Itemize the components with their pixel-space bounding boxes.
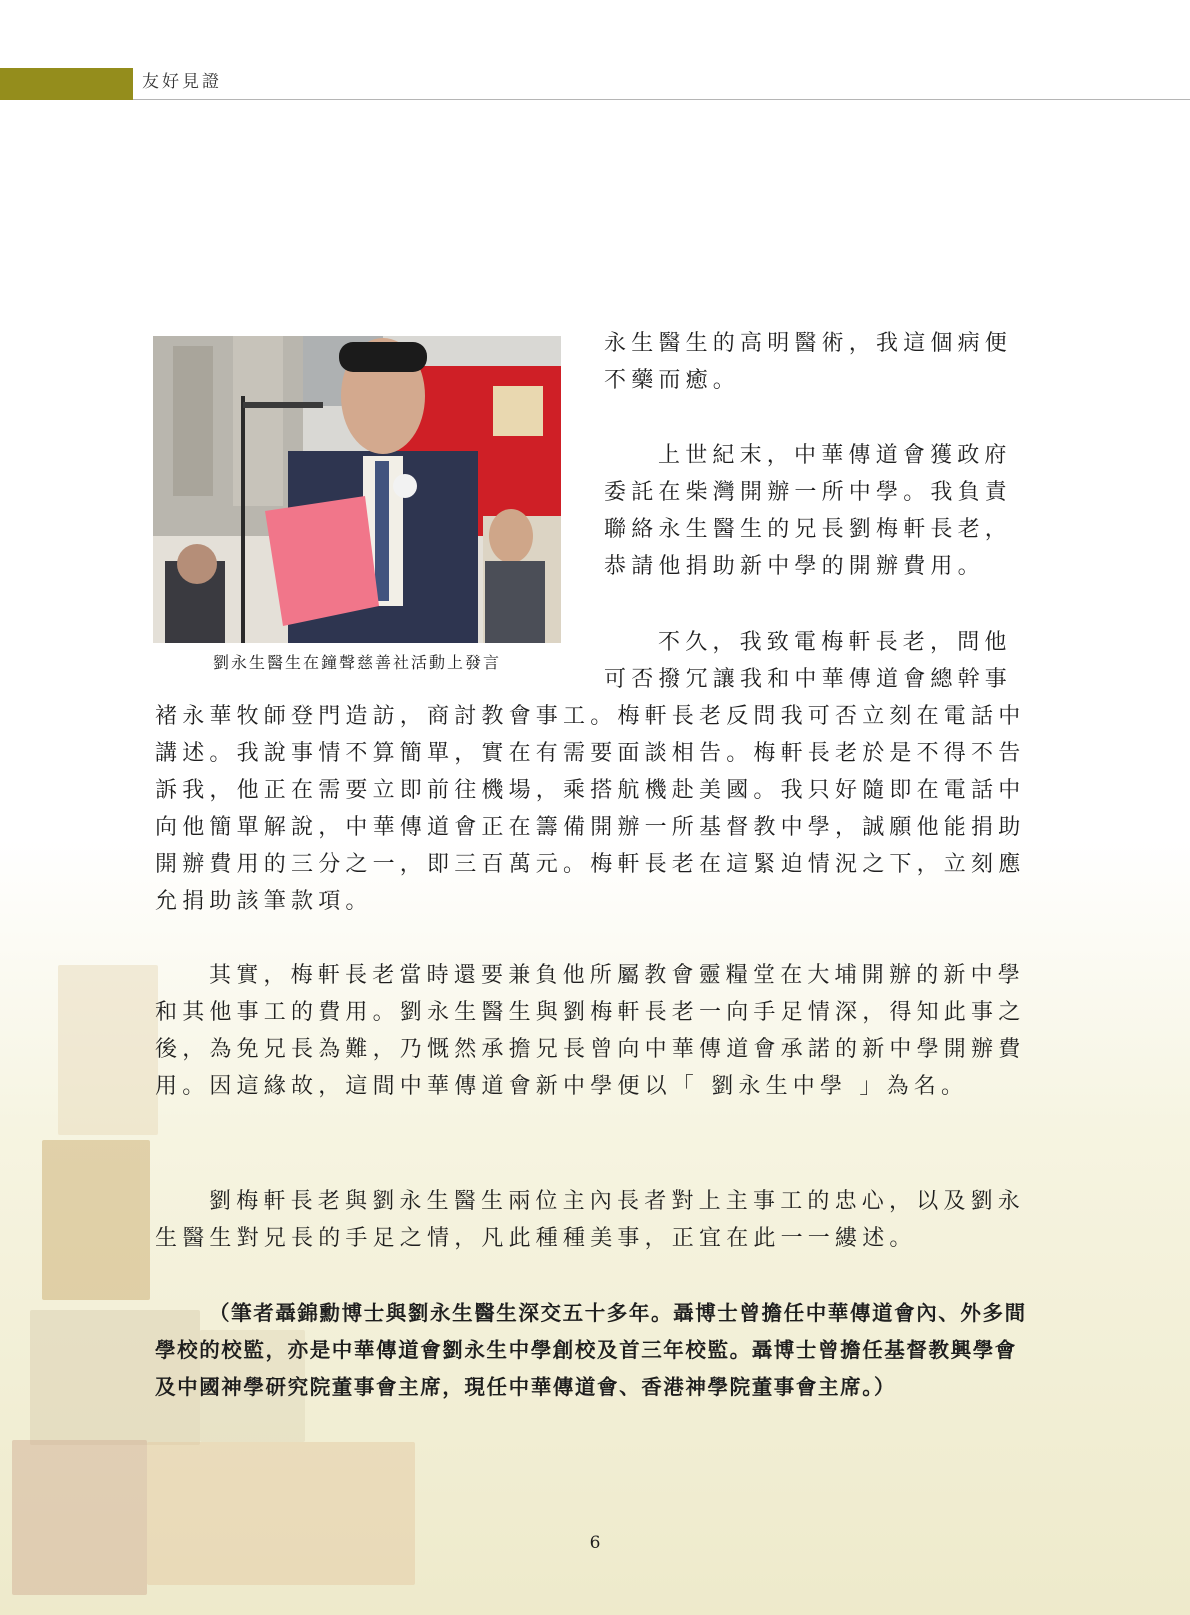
paragraph-4: 其實，梅軒長老當時還要兼負他所屬教會靈糧堂在大埔開辦的新中學和其他事工的費用。劉永生醫生與劉梅軒長老一向手足情深，得知此事之後，為免兄長為難，乃慨然承擔兄長曾向中華傳道會承諾的新中學開辦費用。因這緣故，這間中華傳道會新中學便以「 劉永生中學 」為名。 xyxy=(155,963,1026,1099)
section-title: 友好見證 xyxy=(142,72,222,92)
paragraph-5: 劉梅軒長老與劉永生醫生兩位主內長者對上主事工的忠心，以及劉永生醫生對兄長的手足之情，凡此種種美事，正宜在此一一縷述。 xyxy=(155,1189,1026,1251)
collage-photo-1 xyxy=(58,965,158,1135)
collage-photo-5 xyxy=(12,1440,147,1595)
speaker-photo xyxy=(153,336,561,643)
collage-photo-2 xyxy=(42,1140,150,1300)
collage-photo-6 xyxy=(147,1442,415,1585)
page-number: 6 xyxy=(589,1533,601,1553)
header-accent-bar xyxy=(0,68,133,100)
paragraph-3-continued: 褚永華牧師登門造訪，商討教會事工。梅軒長老反問我可否立刻在電話中講述。我說事情不算簡單，實在有需要面談相告。梅軒長老於是不得不告訴我，他正在需要立即前往機場，乘搭航機赴美國。我只好隨即在電話中向他簡單解說，中華傳道會正在籌備開辦一所基督教中學，誠願他能捐助開辦費用的三分之一，即三百萬元。梅軒長老在這緊迫情況之下，立刻應允捐助該筆款項。 xyxy=(155,704,1026,914)
paragraph-2: 上世紀末，中華傳道會獲政府委託在柴灣開辦一所中學。我負責聯絡永生醫生的兄長劉梅軒長老，恭請他捐助新中學的開辦費用。 xyxy=(604,443,1013,579)
author-note: （筆者聶錦勳博士與劉永生醫生深交五十多年。聶博士曾擔任中華傳道會內、外多間學校的校監，亦是中華傳道會劉永生中學創校及首三年校監。聶博士曾擔任基督教興學會及中國神學研究院董事會主席，現任中華傳道會、香港神學院董事會主席。） xyxy=(155,1301,1027,1399)
paragraph-1: 永生醫生的高明醫術，我這個病便不藥而癒。 xyxy=(604,331,1013,393)
header-rule xyxy=(133,99,1190,100)
paragraph-3-start: 不久，我致電梅軒長老，問他可否撥冗讓我和中華傳道會總幹事 xyxy=(604,630,1013,692)
photo-caption: 劉永生醫生在鐘聲慈善社活動上發言 xyxy=(212,653,501,672)
